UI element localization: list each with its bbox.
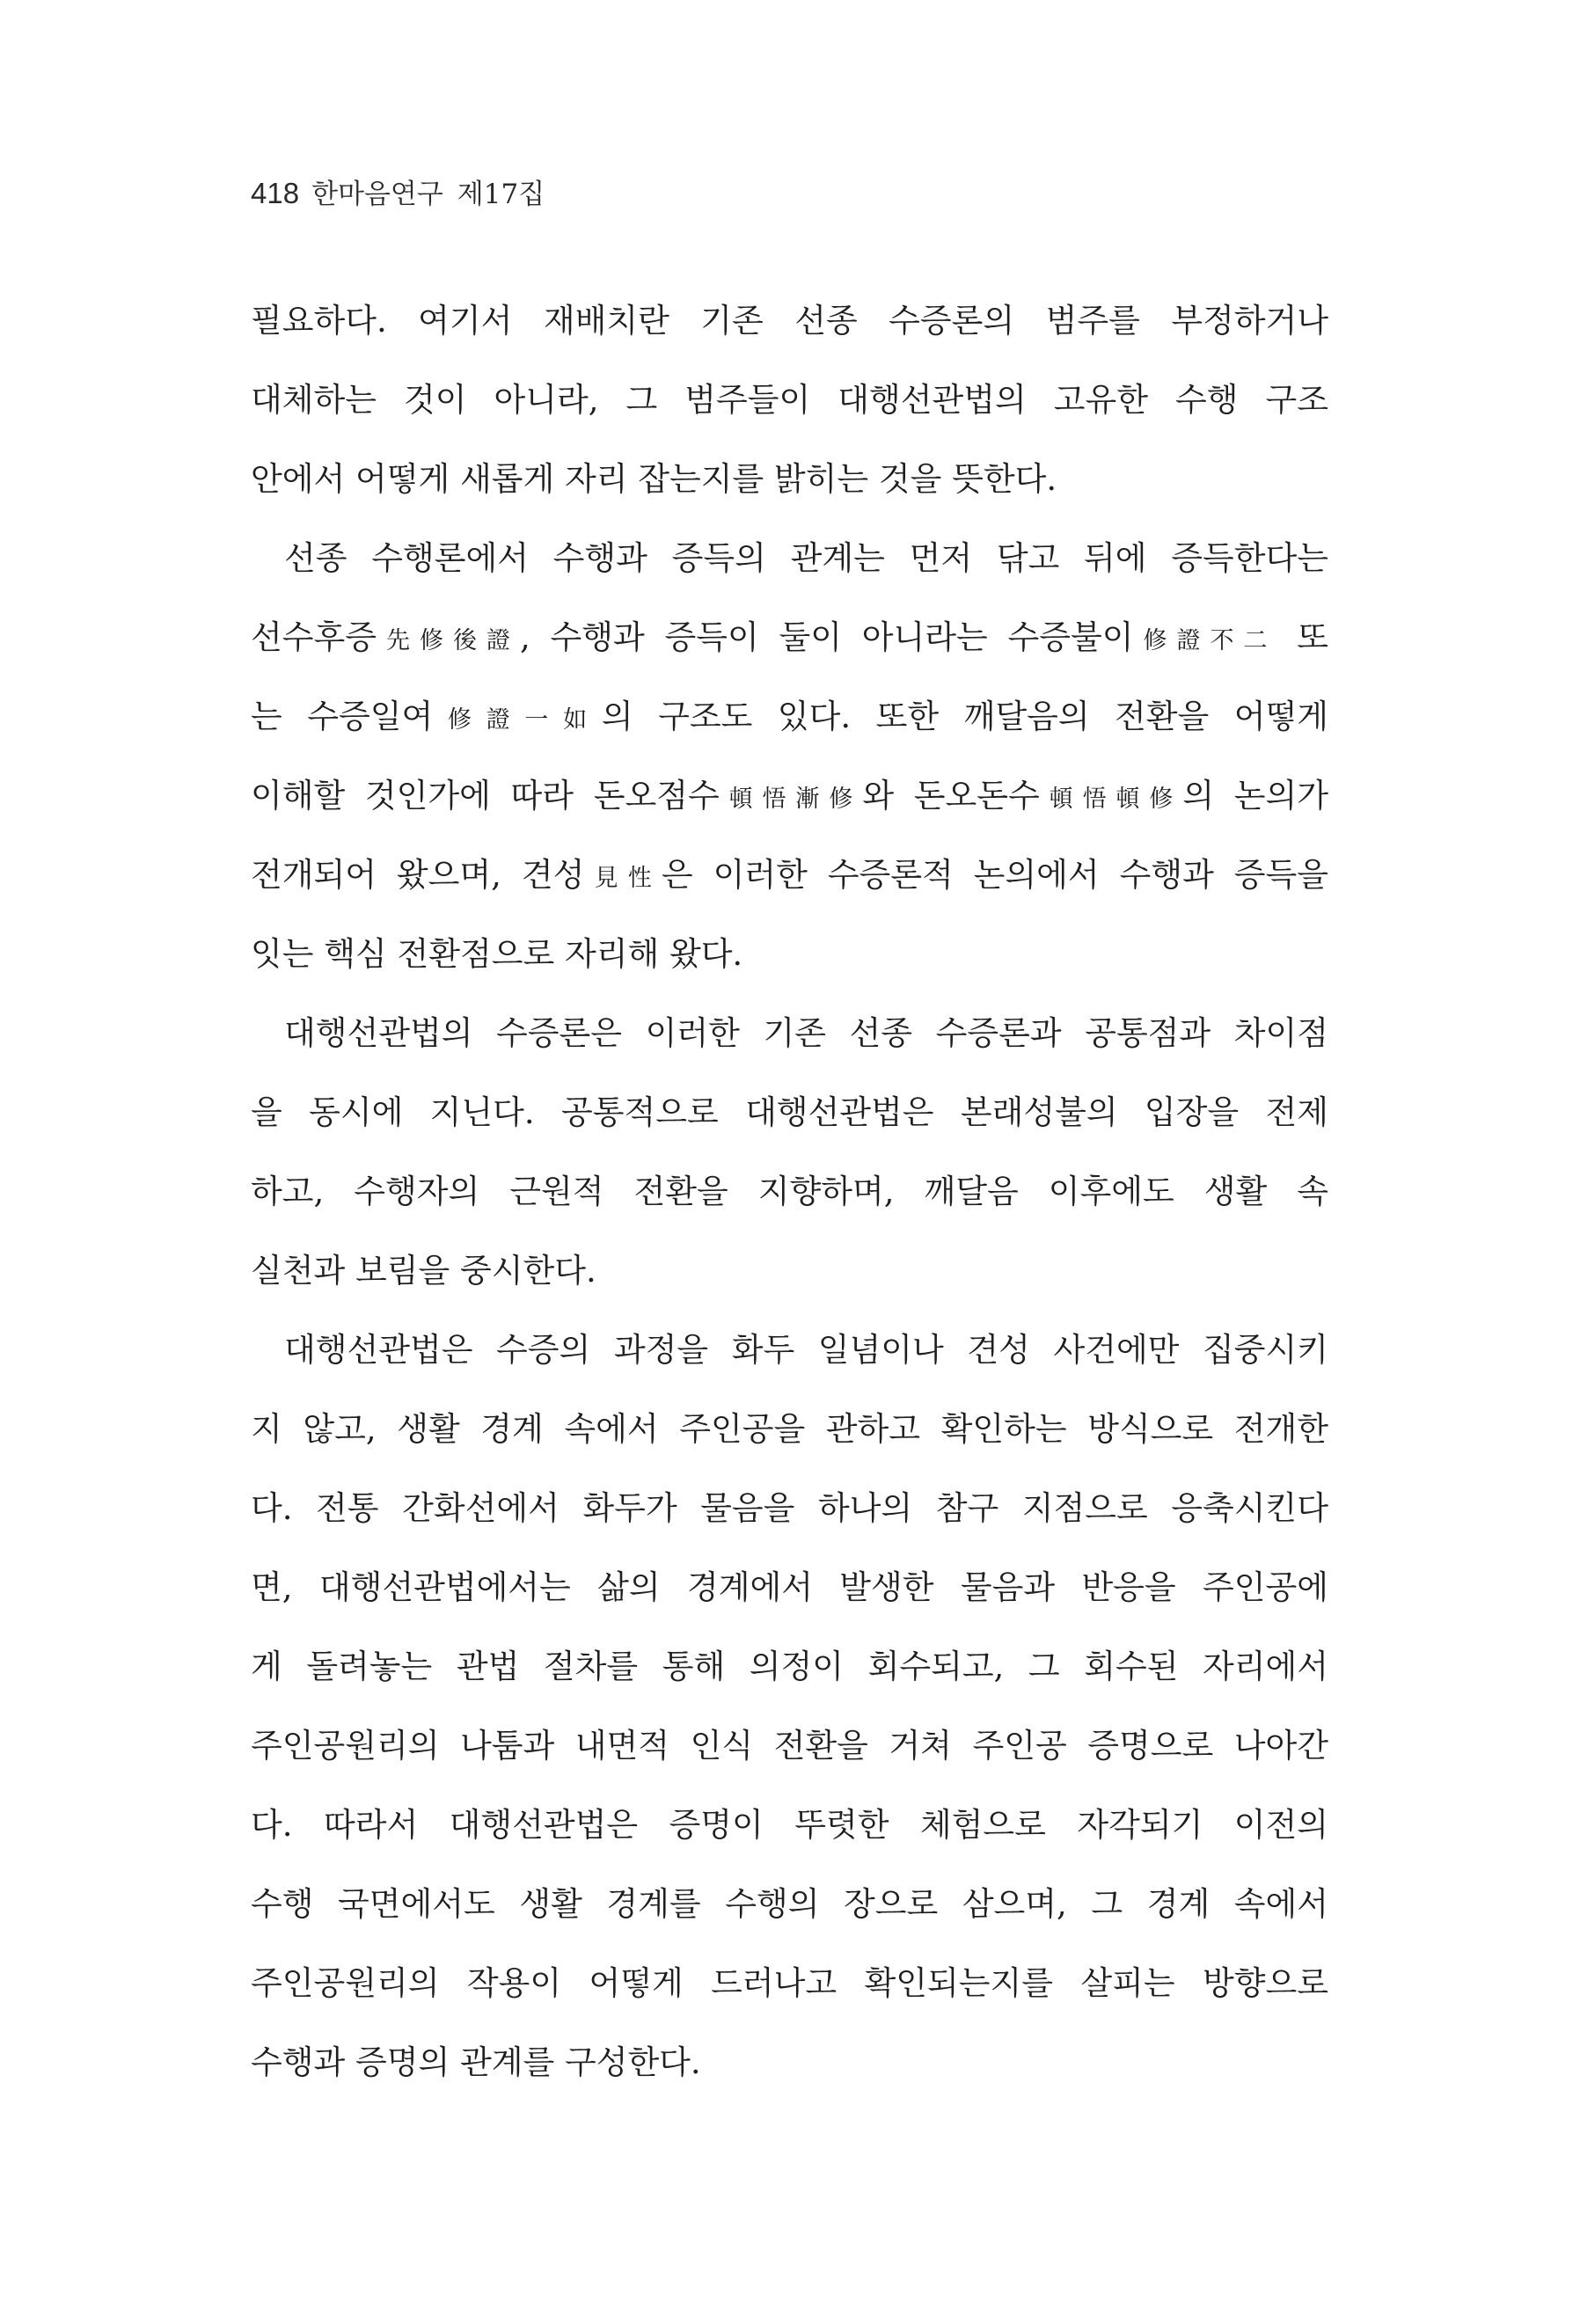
journal-title: 한마음연구 xyxy=(311,179,443,210)
paragraph xyxy=(251,994,1328,1311)
text-segment: 실천과 보림을 중시한다. xyxy=(251,1252,596,1290)
text-segment: 안에서 어떻게 새롭게 자리 잡는지를 밝히는 것을 뜻한다. xyxy=(251,460,1057,498)
hanja-gloss: 修證一如 xyxy=(433,706,602,734)
hanja-gloss: 頓悟漸修 xyxy=(719,786,863,813)
text-line xyxy=(251,281,1328,361)
text-segment: 잇는 핵심 전환점으로 자리해 왔다. xyxy=(251,935,743,973)
text-line xyxy=(251,677,1328,756)
text-segment: 선종 수행론에서 수행과 증득의 관계는 먼저 닦고 뒤에 증득한다는 xyxy=(284,539,1328,577)
text-line xyxy=(251,1548,1328,1627)
text-segment: 을 동시에 지닌다. 공통적으로 대행선관법은 본래성불의 입장을 전제 xyxy=(251,1093,1328,1131)
text-segment: 수행 국면에서도 생활 경계를 수행의 장으로 삼으며, 그 경계 속에서 xyxy=(251,1885,1328,1923)
text-line xyxy=(251,1231,1328,1311)
text-segment: 선수후증 xyxy=(251,618,377,656)
text-segment: 전개되어 왔으며, 견성 xyxy=(251,856,585,894)
hanja-gloss: 修證不二 xyxy=(1133,627,1277,654)
page-number: 418 xyxy=(251,177,300,209)
text-segment: 주인공원리의 작용이 어떻게 드러나고 확인되는지를 살피는 방향으로 xyxy=(251,1964,1328,2002)
text-segment: 대행선관법은 수증의 과정을 화두 일념이나 견성 사건에만 집중시키 xyxy=(284,1331,1328,1369)
text-line xyxy=(251,994,1328,1073)
text-line xyxy=(251,1152,1328,1231)
text-line xyxy=(251,1073,1328,1152)
text-line xyxy=(251,915,1328,994)
text-segment: 다. 따라서 대행선관법은 증명이 뚜렷한 체험으로 자각되기 이전의 xyxy=(251,1806,1328,1844)
text-line xyxy=(251,440,1328,519)
text-line xyxy=(251,519,1328,598)
text-segment: 은 이러한 수증론적 논의에서 수행과 증득을 xyxy=(661,856,1328,894)
text-segment: 는 수증일여 xyxy=(251,698,434,735)
text-segment: 와 돈오돈수 xyxy=(862,777,1040,815)
paragraph xyxy=(251,1311,1328,2102)
text-segment: 수행과 증명의 관계를 구성한다. xyxy=(251,2043,701,2081)
running-header xyxy=(251,172,545,211)
issue-number: 제17집 xyxy=(457,179,545,210)
text-segment: 게 돌려놓는 관법 절차를 통해 의정이 회수되고, 그 회수된 자리에서 xyxy=(251,1648,1328,1685)
text-line xyxy=(251,1469,1328,1548)
text-segment: 대체하는 것이 아니라, 그 범주들이 대행선관법의 고유한 수행 구조 xyxy=(251,381,1328,419)
text-segment: , 수행과 증득이 둘이 아니라는 수증불이 xyxy=(520,618,1134,656)
text-segment: 의 논의가 xyxy=(1182,777,1328,815)
text-line xyxy=(251,1311,1328,1390)
hanja-gloss: 見性 xyxy=(584,865,662,892)
text-line xyxy=(251,1865,1328,1944)
text-line xyxy=(251,1944,1328,2023)
text-segment: 다. 전통 간화선에서 화두가 물음을 하나의 참구 지점으로 응축시킨다 xyxy=(251,1489,1328,1527)
text-segment: 또 xyxy=(1276,618,1328,656)
hanja-gloss: 先修後證 xyxy=(376,627,520,654)
text-segment: 주인공원리의 나툼과 내면적 인식 전환을 거쳐 주인공 증명으로 나아간 xyxy=(251,1727,1328,1765)
text-line xyxy=(251,836,1328,915)
text-line xyxy=(251,756,1328,836)
text-line xyxy=(251,1390,1328,1469)
text-segment: 하고, 수행자의 근원적 전환을 지향하며, 깨달음 이후에도 생활 속 xyxy=(251,1173,1328,1210)
text-segment: 의 구조도 있다. 또한 깨달음의 전환을 어떻게 xyxy=(601,698,1328,735)
text-line xyxy=(251,1627,1328,1706)
hanja-gloss: 頓悟頓修 xyxy=(1039,786,1183,813)
text-segment: 지 않고, 생활 경계 속에서 주인공을 관하고 확인하는 방식으로 전개한 xyxy=(251,1410,1328,1448)
text-line xyxy=(251,598,1328,677)
paragraph xyxy=(251,281,1328,519)
text-line xyxy=(251,361,1328,440)
text-segment: 대행선관법의 수증론은 이러한 기존 선종 수증론과 공통점과 차이점 xyxy=(284,1014,1328,1052)
text-line xyxy=(251,1786,1328,1865)
text-segment: 이해할 것인가에 따라 돈오점수 xyxy=(251,777,720,815)
text-line xyxy=(251,1706,1328,1786)
text-segment: 면, 대행선관법에서는 삶의 경계에서 발생한 물음과 반응을 주인공에 xyxy=(251,1568,1328,1606)
text-line xyxy=(251,2023,1328,2102)
paragraph xyxy=(251,519,1328,994)
body-text xyxy=(251,281,1328,2102)
text-segment: 필요하다. 여기서 재배치란 기존 선종 수증론의 범주를 부정하거나 xyxy=(251,302,1328,340)
